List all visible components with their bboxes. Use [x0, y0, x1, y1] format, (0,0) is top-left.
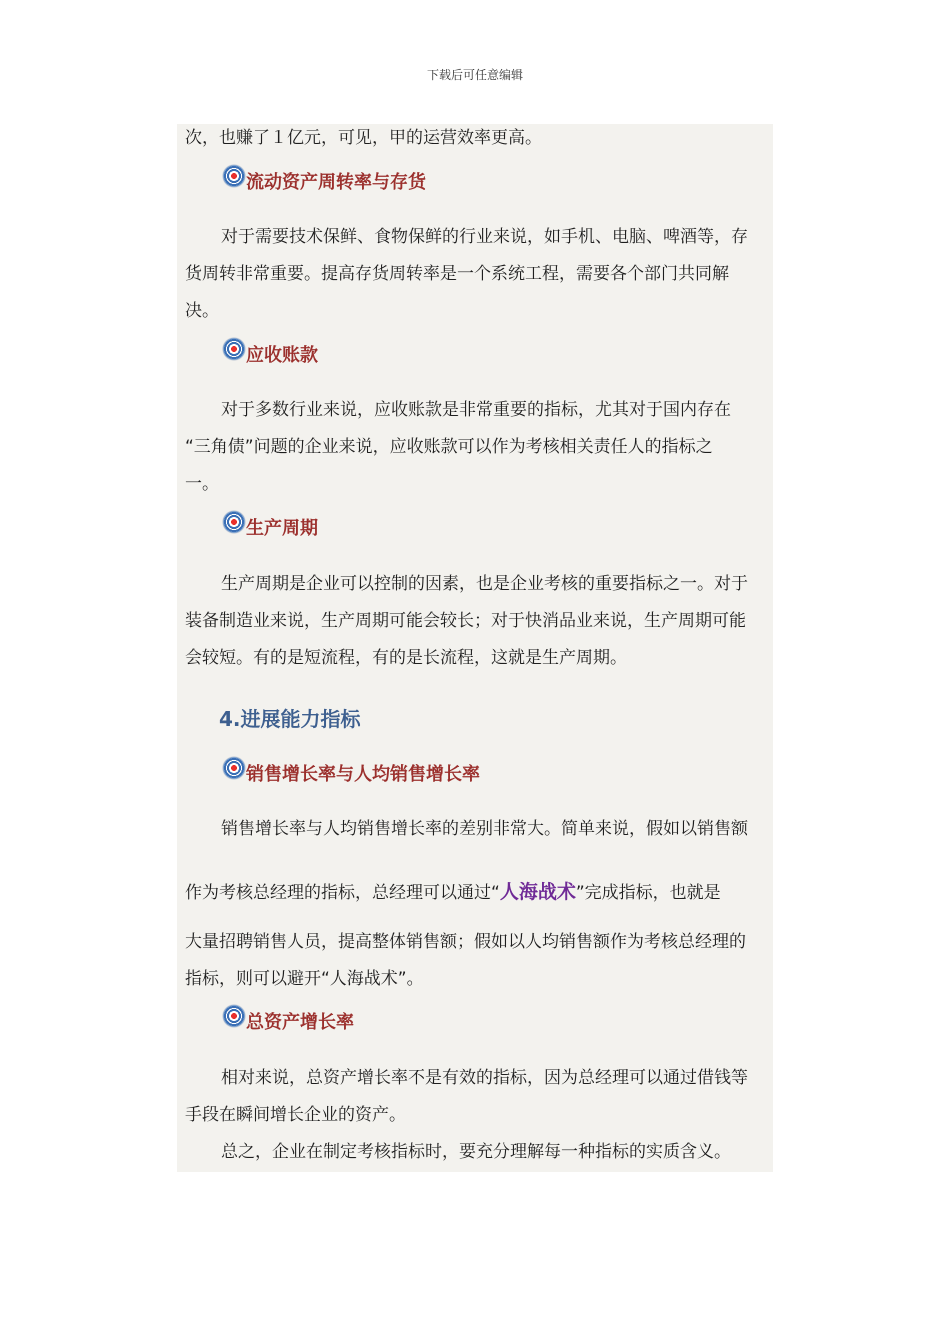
paragraph-line: “三角债”问题的企业来说，应收账款可以作为考核相关责任人的指标之: [185, 437, 713, 457]
text-segment: ”完成指标，也就是: [575, 883, 721, 903]
paragraph-line: 装备制造业来说，生产周期可能会较长；对于快消品业来说，生产周期可能: [185, 611, 746, 631]
heading-inventory-label: 流动资产周转率与存货: [246, 172, 426, 193]
heading-assets: [223, 1008, 354, 1034]
heading-cycle-label: 生产周期: [246, 518, 318, 539]
emphasis-text: 人海战术: [499, 881, 576, 903]
heading-receivable-label: 应收账款: [246, 345, 318, 366]
paragraph-line: 相对来说，总资产增长率不是有效的指标，因为总经理可以通过借钱等: [221, 1068, 748, 1088]
paragraph-line: 次，也赚了１亿元，可见，甲的运营效率更高。: [185, 128, 542, 148]
paragraph-line: 会较短。有的是短流程，有的是长流程，这就是生产周期。: [185, 648, 627, 668]
target-icon: [223, 338, 245, 360]
paragraph-line: 决。: [185, 301, 219, 321]
paragraph-line: 生产周期是企业可以控制的因素，也是企业考核的重要指标之一。对于: [221, 574, 748, 594]
target-icon: [223, 165, 245, 187]
heading-assets-label: 总资产增长率: [246, 1012, 354, 1033]
paragraph-line: 对于多数行业来说，应收账款是非常重要的指标，尤其对于国内存在: [221, 400, 731, 420]
article-panel: [177, 124, 773, 1172]
text-segment: 作为考核总经理的指标，总经理可以通过“: [185, 883, 500, 903]
paragraph-line: 指标，则可以避开“人海战术”。: [185, 969, 424, 989]
heading-sales-label: 销售增长率与人均销售增长率: [246, 764, 480, 785]
paragraph-line: [185, 882, 721, 903]
paragraph-line: 一。: [185, 474, 219, 494]
paragraph-line: 货周转非常重要。提高存货周转率是一个系统工程，需要各个部门共同解: [185, 264, 729, 284]
paragraph-line: 销售增长率与人均销售增长率的差别非常大。简单来说，假如以销售额: [221, 819, 748, 839]
heading-cycle: [223, 514, 318, 540]
target-icon: [223, 757, 245, 779]
header-note: 下载后可任意编辑: [426, 68, 523, 82]
paragraph-line: 手段在瞬间增长企业的资产。: [185, 1105, 406, 1125]
target-icon: [223, 511, 245, 533]
target-icon: [223, 1005, 245, 1027]
heading-inventory: [223, 168, 426, 194]
paragraph-line: 大量招聘销售人员，提高整体销售额；假如以人均销售额作为考核总经理的: [185, 932, 746, 952]
paragraph-line: 总之，企业在制定考核指标时，要充分理解每一种指标的实质含义。: [221, 1142, 731, 1162]
heading-sales: [223, 760, 480, 786]
paragraph-line: 对于需要技术保鲜、食物保鲜的行业来说，如手机、电脑、啤酒等，存: [221, 227, 748, 247]
heading-receivable: [223, 341, 318, 367]
section-heading-4: 4.进展能力指标: [219, 707, 361, 731]
